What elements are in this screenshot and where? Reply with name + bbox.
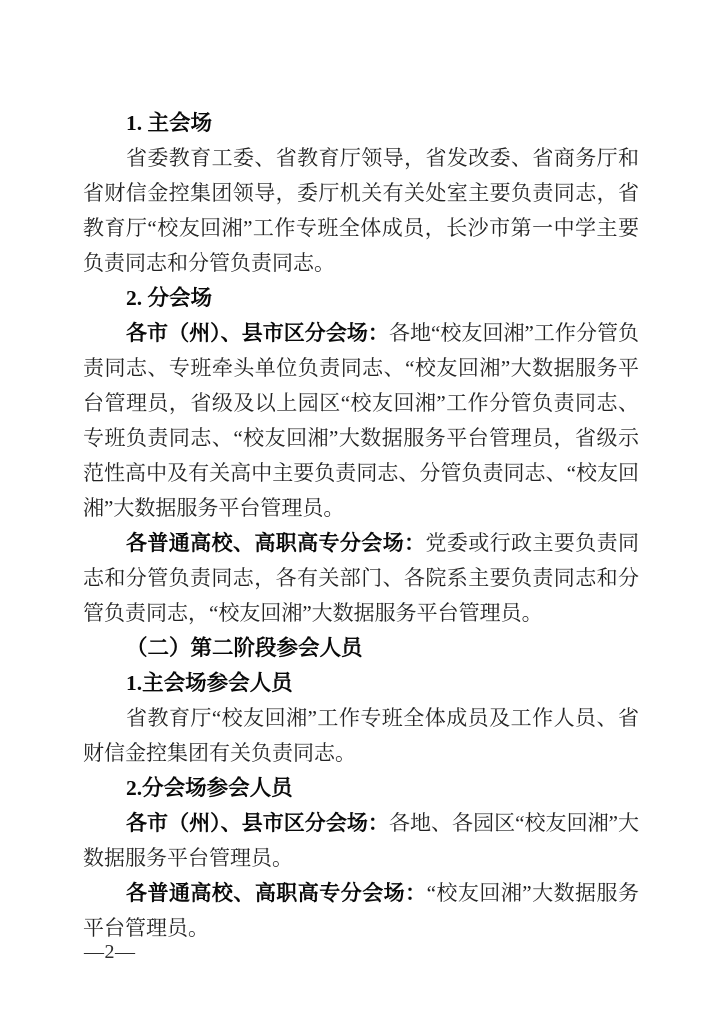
- paragraph-lead-bold: 各市（州）、县市区分会场：: [126, 321, 389, 345]
- paragraph-text: 各地、各园区“校友回湘”大数据服务平台管理员。: [83, 811, 640, 870]
- paragraph-university-branch-participants: [83, 876, 639, 946]
- paragraph-lead-bold: 各普通高校、高职高专分会场：: [126, 881, 427, 905]
- paragraph-text: 各地“校友回湘”工作分管负责同志、专班牵头单位负责同志、“校友回湘”大数据服务平台管理员，省级及以上园区“校友回湘”工作分管负责同志、专班负责同志、“校友回湘”大数据服务平台管理员，省级示范性高中及有关高中主要负责同志、分管负责同志、“校友回湘”大数据服务平台管理员。: [83, 321, 640, 520]
- heading-second-stage-participants: （二）第二阶段参会人员: [126, 636, 363, 660]
- document-body: [83, 106, 639, 946]
- heading-branch-venue: 2. 分会场: [126, 286, 213, 310]
- paragraph-text: 省教育厅“校友回湘”工作专班全体成员及工作人员、省财信金控集团有关负责同志。: [83, 706, 639, 765]
- page-number: —2—: [84, 941, 136, 963]
- paragraph-university-branch-venues: [83, 526, 639, 631]
- paragraph-text: 省委教育工委、省教育厅领导，省发改委、省商务厅和省财信金控集团领导，委厅机关有关处室主要负责同志，省教育厅“校友回湘”工作专班全体成员，长沙市第一中学主要负责同志和分管负责同志。: [83, 146, 639, 275]
- paragraph-city-county-branch-venues: [83, 316, 639, 526]
- paragraph-main-venue-attendees: [83, 141, 639, 281]
- heading-main-venue-participants: 1.主会场参会人员: [126, 671, 293, 695]
- paragraph-main-venue-participants: [83, 701, 639, 771]
- heading-main-venue: 1. 主会场: [126, 111, 213, 135]
- paragraph-city-county-branch-participants: [83, 806, 639, 876]
- paragraph-lead-bold: 各普通高校、高职高专分会场：: [126, 531, 426, 555]
- paragraph-text: 党委或行政主要负责同志和分管负责同志，各有关部门、各院系主要负责同志和分管负责同志，“校友回湘”大数据服务平台管理员。: [83, 531, 640, 625]
- heading-branch-venue-participants: 2.分会场参会人员: [126, 776, 293, 800]
- paragraph-lead-bold: 各市（州）、县市区分会场：: [126, 811, 389, 835]
- paragraph-text: “校友回湘”大数据服务平台管理员。: [83, 881, 639, 940]
